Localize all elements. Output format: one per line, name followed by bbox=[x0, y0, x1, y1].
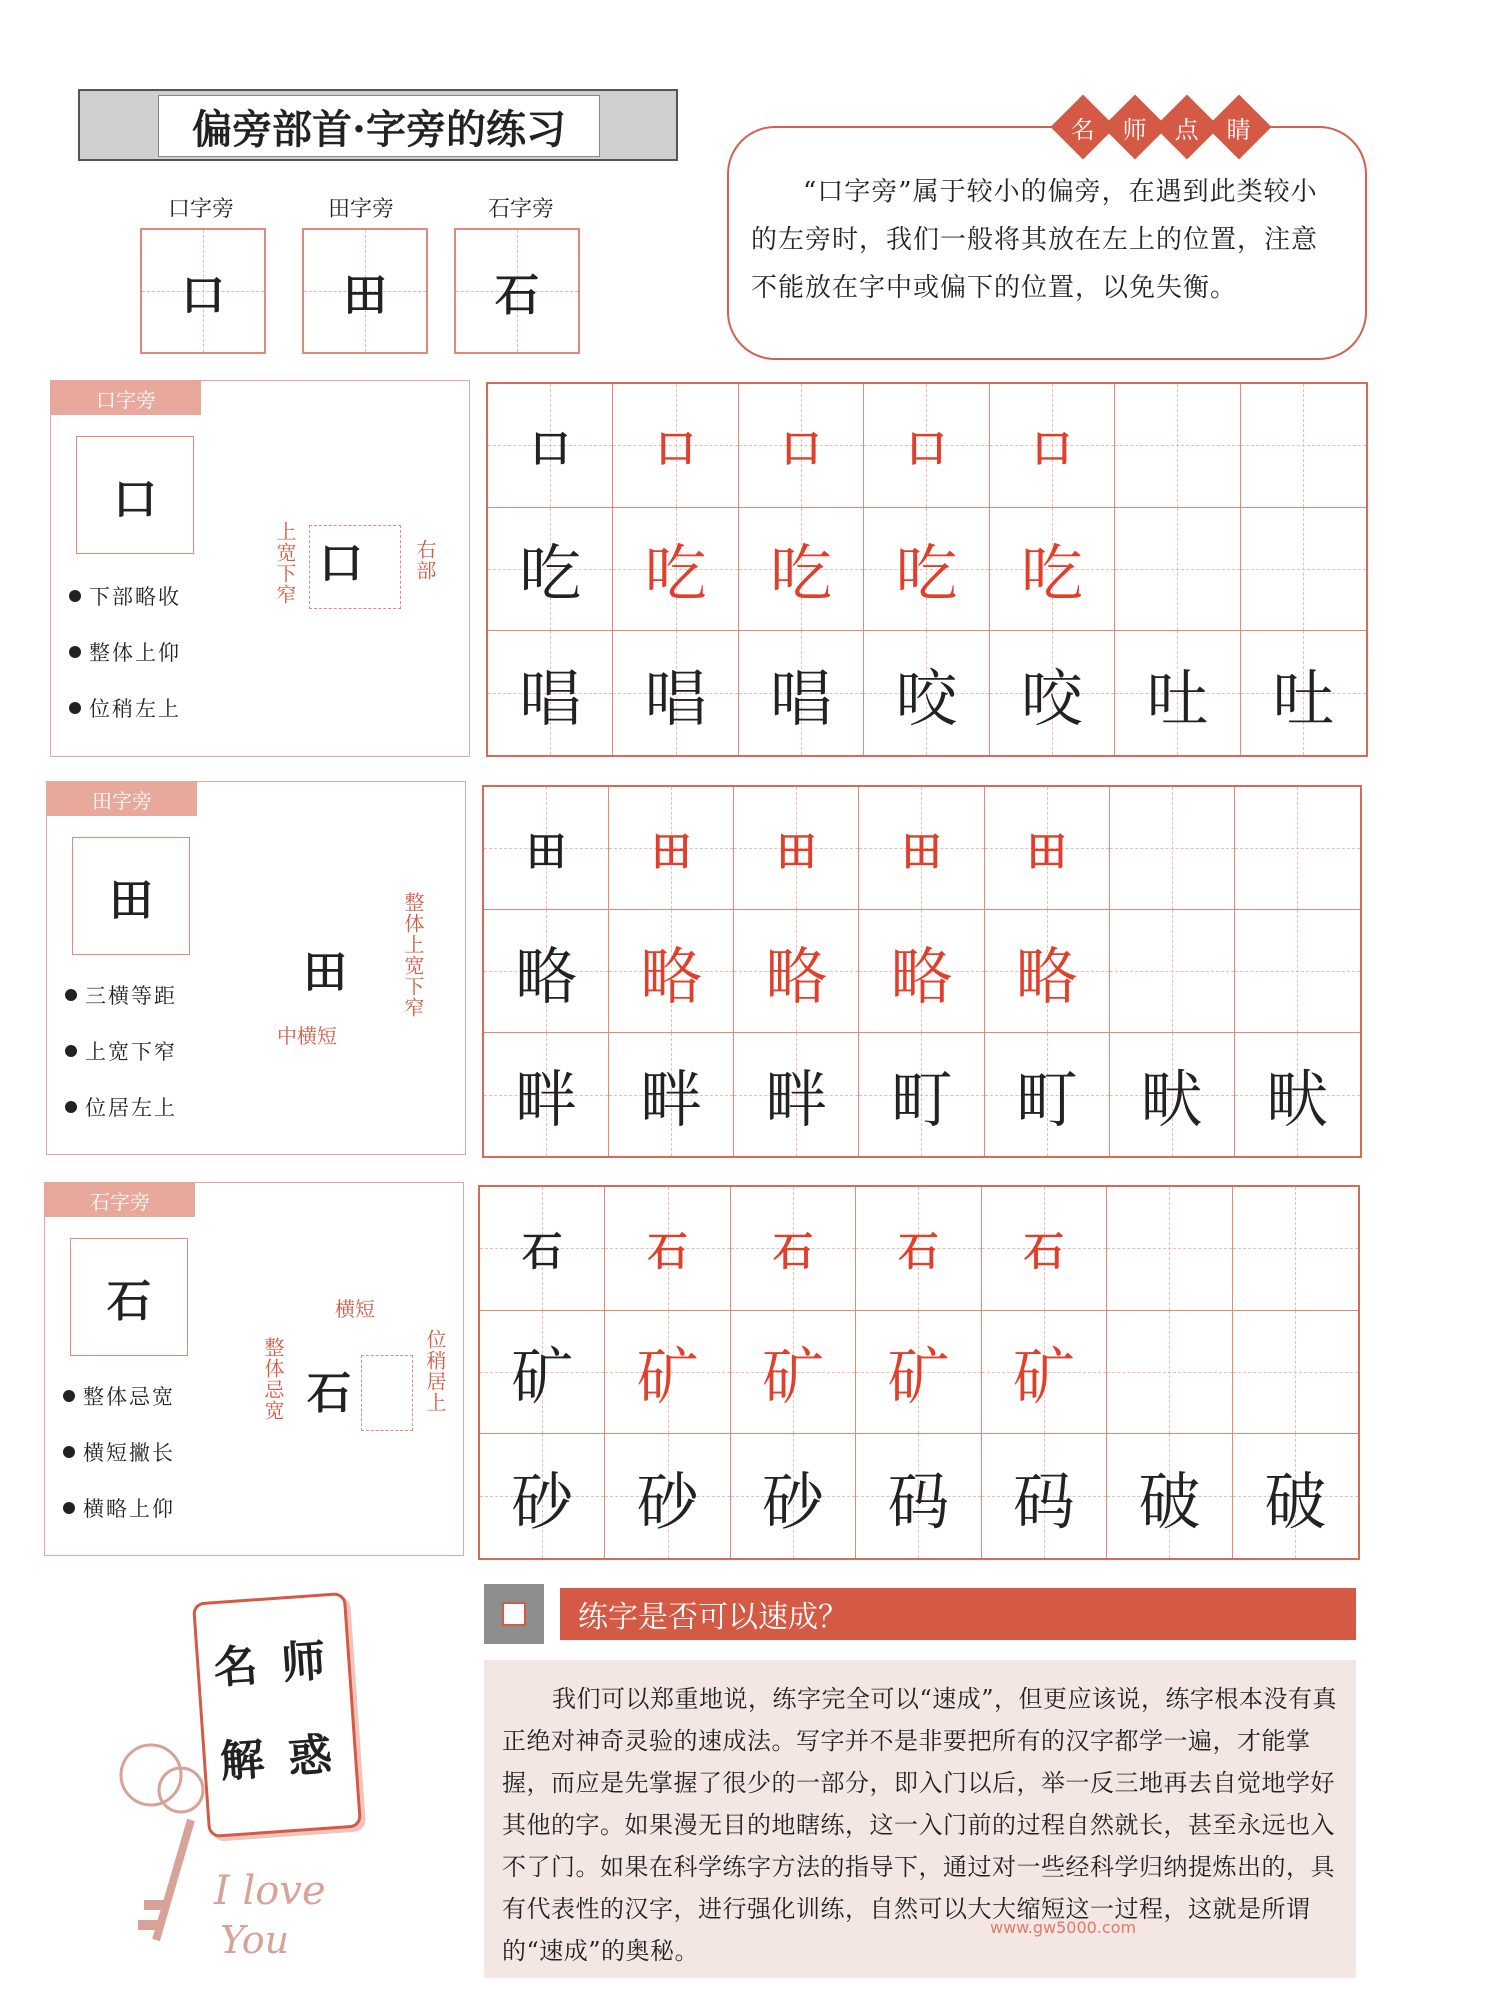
practice-cell bbox=[488, 508, 613, 632]
practice-cell bbox=[859, 787, 984, 910]
practice-char: 唱 bbox=[770, 661, 833, 735]
practice-char: 畔 bbox=[765, 1063, 828, 1136]
practice-cell bbox=[484, 787, 609, 910]
watermark: www.gw5000.com bbox=[990, 1918, 1137, 1937]
practice-char: 石 bbox=[1023, 1227, 1064, 1275]
practice-cell bbox=[1233, 1434, 1358, 1558]
practice-cell bbox=[1115, 631, 1240, 755]
radical-panel-kou bbox=[50, 380, 470, 757]
practice-char: 矿 bbox=[887, 1340, 950, 1414]
practice-char: 唱 bbox=[519, 661, 582, 735]
practice-cell bbox=[985, 787, 1110, 910]
practice-cell bbox=[856, 1311, 981, 1435]
structure-diagram: 横短 整体忌宽 石 位稍居上 bbox=[245, 1293, 460, 1463]
practice-cell bbox=[605, 1434, 730, 1558]
practice-cell bbox=[1107, 1434, 1232, 1558]
practice-cell bbox=[1110, 1033, 1235, 1156]
page-title: 偏旁部首·字旁的练习 bbox=[158, 95, 600, 157]
practice-cell bbox=[1110, 787, 1235, 910]
practice-cell bbox=[609, 787, 734, 910]
practice-cell bbox=[605, 1311, 730, 1435]
practice-cell bbox=[859, 910, 984, 1033]
practice-char: 吃 bbox=[1020, 537, 1083, 611]
practice-cell bbox=[856, 1434, 981, 1558]
practice-char: 畎 bbox=[1140, 1063, 1203, 1136]
practice-cell bbox=[613, 384, 738, 508]
radical-label: 石字旁 bbox=[487, 197, 554, 222]
radical-label: 田字旁 bbox=[327, 197, 394, 222]
practice-char: 略 bbox=[640, 939, 703, 1013]
panel-bullet: 横短撇长 bbox=[63, 1437, 175, 1467]
practice-char: 田 bbox=[526, 827, 567, 875]
practice-char: 吐 bbox=[1272, 661, 1335, 735]
radical-panel-tian bbox=[46, 781, 466, 1155]
practice-cell bbox=[985, 910, 1110, 1033]
practice-cell bbox=[982, 1187, 1107, 1311]
practice-char: 吐 bbox=[1146, 661, 1209, 735]
practice-char: 略 bbox=[1015, 939, 1078, 1013]
panel-bullet: 横略上仰 bbox=[63, 1493, 175, 1523]
practice-char: 石 bbox=[647, 1227, 688, 1275]
practice-cell bbox=[1107, 1311, 1232, 1435]
practice-char: 矿 bbox=[511, 1340, 574, 1414]
practice-char: 破 bbox=[1138, 1464, 1201, 1538]
practice-cell bbox=[985, 1033, 1110, 1156]
panel-bullet: 位居左上 bbox=[65, 1092, 177, 1122]
practice-char: 矿 bbox=[762, 1340, 825, 1414]
panel-bullet: 整体忌宽 bbox=[63, 1381, 175, 1411]
practice-char: 口 bbox=[781, 424, 822, 472]
radical-char: 口 bbox=[181, 270, 225, 321]
radical-label: 口字旁 bbox=[167, 197, 234, 222]
panel-char: 田 bbox=[72, 837, 190, 955]
practice-cell bbox=[480, 1187, 605, 1311]
panel-char: 石 bbox=[70, 1238, 188, 1356]
structure-diagram: 上宽下窄 口 右部 bbox=[271, 521, 451, 621]
practice-char: 矿 bbox=[1012, 1340, 1075, 1414]
teacher-tip-badges bbox=[1060, 104, 1262, 150]
practice-char: 吃 bbox=[519, 537, 582, 611]
practice-cell bbox=[488, 384, 613, 508]
practice-cell bbox=[990, 631, 1115, 755]
practice-char: 略 bbox=[890, 939, 953, 1013]
practice-char: 砂 bbox=[511, 1464, 574, 1538]
qa-body: 我们可以郑重地说，练字完全可以“速成”，但更应该说，练字根本没有真正绝对神奇灵验的速成法。写字并不是非要把所有的汉字都学一遍，才能掌握，而应是先掌握了很少的一部分，即入门以后，举一反三地再去自觉地学好其他的字。如果漫无目的地瞎练，这一入门前的过程自然就长，甚至永远也入不了门。如果在科学练字方法的指导下，通过对一些经科学归纳提炼出的，具有代表性的汉字，进行强化训练，自然可以大大缩短这一过程，这就是所谓的“速成”的奥秘。 bbox=[484, 1660, 1356, 1978]
practice-cell bbox=[488, 631, 613, 755]
title-banner bbox=[78, 89, 678, 161]
practice-char: 田 bbox=[901, 827, 942, 875]
practice-cell bbox=[1115, 508, 1240, 632]
script-text: I love bbox=[214, 1868, 326, 1914]
practice-cell bbox=[1235, 787, 1360, 910]
radical-box bbox=[302, 228, 428, 354]
panel-bullet: 三横等距 bbox=[65, 980, 177, 1010]
practice-cell bbox=[1235, 1033, 1360, 1156]
practice-char: 石 bbox=[898, 1227, 939, 1275]
practice-cell bbox=[1241, 508, 1366, 632]
panel-bullet: 位稍左上 bbox=[69, 693, 181, 723]
practice-char: 咬 bbox=[1020, 661, 1083, 735]
qa-card: 名 师 解 惑 bbox=[192, 1592, 362, 1838]
practice-char: 略 bbox=[765, 939, 828, 1013]
tip-badge: 师 bbox=[1102, 94, 1167, 159]
radical-char: 石 bbox=[495, 270, 539, 321]
practice-cell bbox=[734, 1033, 859, 1156]
practice-cell bbox=[864, 384, 989, 508]
radical-panel-shi bbox=[44, 1182, 464, 1556]
practice-char: 砂 bbox=[636, 1464, 699, 1538]
practice-char: 畔 bbox=[515, 1063, 578, 1136]
practice-cell bbox=[1233, 1311, 1358, 1435]
practice-char: 石 bbox=[522, 1227, 563, 1275]
practice-char: 吃 bbox=[644, 537, 707, 611]
practice-cell bbox=[731, 1434, 856, 1558]
practice-cell bbox=[990, 508, 1115, 632]
practice-char: 石 bbox=[773, 1227, 814, 1275]
practice-cell bbox=[982, 1434, 1107, 1558]
practice-char: 唱 bbox=[644, 661, 707, 735]
practice-cell bbox=[739, 384, 864, 508]
practice-cell bbox=[864, 631, 989, 755]
practice-cell bbox=[734, 910, 859, 1033]
practice-cell bbox=[864, 508, 989, 632]
practice-cell bbox=[613, 508, 738, 632]
practice-cell bbox=[734, 787, 859, 910]
teacher-tip-text: “口字旁”属于较小的偏旁，在遇到此类较小的左旁时，我们一般将其放在左上的位置，注意不能放在字中或偏下的位置，以免失衡。 bbox=[751, 177, 1319, 303]
practice-char: 口 bbox=[906, 424, 947, 472]
practice-cell bbox=[484, 1033, 609, 1156]
practice-cell bbox=[1115, 384, 1240, 508]
practice-char: 畔 bbox=[640, 1063, 703, 1136]
practice-char: 口 bbox=[1031, 424, 1072, 472]
practice-char: 田 bbox=[1026, 827, 1067, 875]
practice-cell bbox=[990, 384, 1115, 508]
practice-cell bbox=[1241, 384, 1366, 508]
practice-cell bbox=[739, 508, 864, 632]
practice-char: 码 bbox=[1012, 1464, 1075, 1538]
radical-char: 田 bbox=[343, 270, 387, 321]
practice-cell bbox=[1235, 910, 1360, 1033]
practice-char: 砂 bbox=[762, 1464, 825, 1538]
panel-tag: 田字旁 bbox=[47, 782, 197, 816]
practice-cell bbox=[856, 1187, 981, 1311]
tip-badge: 名 bbox=[1050, 94, 1115, 159]
practice-cell bbox=[731, 1187, 856, 1311]
panel-tag: 石字旁 bbox=[45, 1183, 195, 1217]
practice-cell bbox=[1233, 1187, 1358, 1311]
panel-char: 口 bbox=[76, 436, 194, 554]
practice-char: 破 bbox=[1264, 1464, 1327, 1538]
practice-cell bbox=[731, 1311, 856, 1435]
panel-bullet: 上宽下窄 bbox=[65, 1036, 177, 1066]
qa-square-icon bbox=[484, 1584, 544, 1644]
practice-char: 码 bbox=[887, 1464, 950, 1538]
practice-char: 吃 bbox=[895, 537, 958, 611]
practice-cell bbox=[480, 1434, 605, 1558]
practice-cell bbox=[484, 910, 609, 1033]
practice-cell bbox=[1107, 1187, 1232, 1311]
practice-char: 吃 bbox=[770, 537, 833, 611]
practice-char: 略 bbox=[515, 939, 578, 1013]
practice-cell bbox=[609, 910, 734, 1033]
practice-char: 口 bbox=[655, 424, 696, 472]
practice-grid-tian bbox=[482, 785, 1362, 1158]
practice-cell bbox=[982, 1311, 1107, 1435]
practice-char: 口 bbox=[530, 424, 571, 472]
practice-char: 田 bbox=[651, 827, 692, 875]
practice-cell bbox=[605, 1187, 730, 1311]
tip-badge: 睛 bbox=[1206, 94, 1271, 159]
script-text: You bbox=[220, 1918, 290, 1962]
panel-tag: 口字旁 bbox=[51, 381, 201, 415]
practice-char: 町 bbox=[1015, 1063, 1078, 1136]
tip-badge: 点 bbox=[1154, 94, 1219, 159]
practice-cell bbox=[1241, 631, 1366, 755]
panel-bullet: 整体上仰 bbox=[69, 637, 181, 667]
panel-bullet: 下部略收 bbox=[69, 581, 181, 611]
teacher-tip-box bbox=[727, 126, 1367, 360]
practice-char: 畎 bbox=[1266, 1063, 1329, 1136]
practice-grid-kou bbox=[486, 382, 1368, 757]
practice-char: 咬 bbox=[895, 661, 958, 735]
structure-diagram: 田 整体上宽下窄 中横短 bbox=[277, 892, 425, 1048]
practice-char: 矿 bbox=[636, 1340, 699, 1414]
practice-cell bbox=[609, 1033, 734, 1156]
radical-box bbox=[140, 228, 266, 354]
practice-cell bbox=[739, 631, 864, 755]
practice-cell bbox=[480, 1311, 605, 1435]
practice-char: 田 bbox=[776, 827, 817, 875]
qa-title-bar bbox=[484, 1584, 1356, 1644]
radical-box bbox=[454, 228, 580, 354]
qa-title: 练字是否可以速成？ bbox=[560, 1588, 1356, 1640]
practice-char: 町 bbox=[890, 1063, 953, 1136]
practice-cell bbox=[859, 1033, 984, 1156]
practice-grid-shi bbox=[478, 1185, 1360, 1560]
practice-cell bbox=[1110, 910, 1235, 1033]
practice-cell bbox=[613, 631, 738, 755]
